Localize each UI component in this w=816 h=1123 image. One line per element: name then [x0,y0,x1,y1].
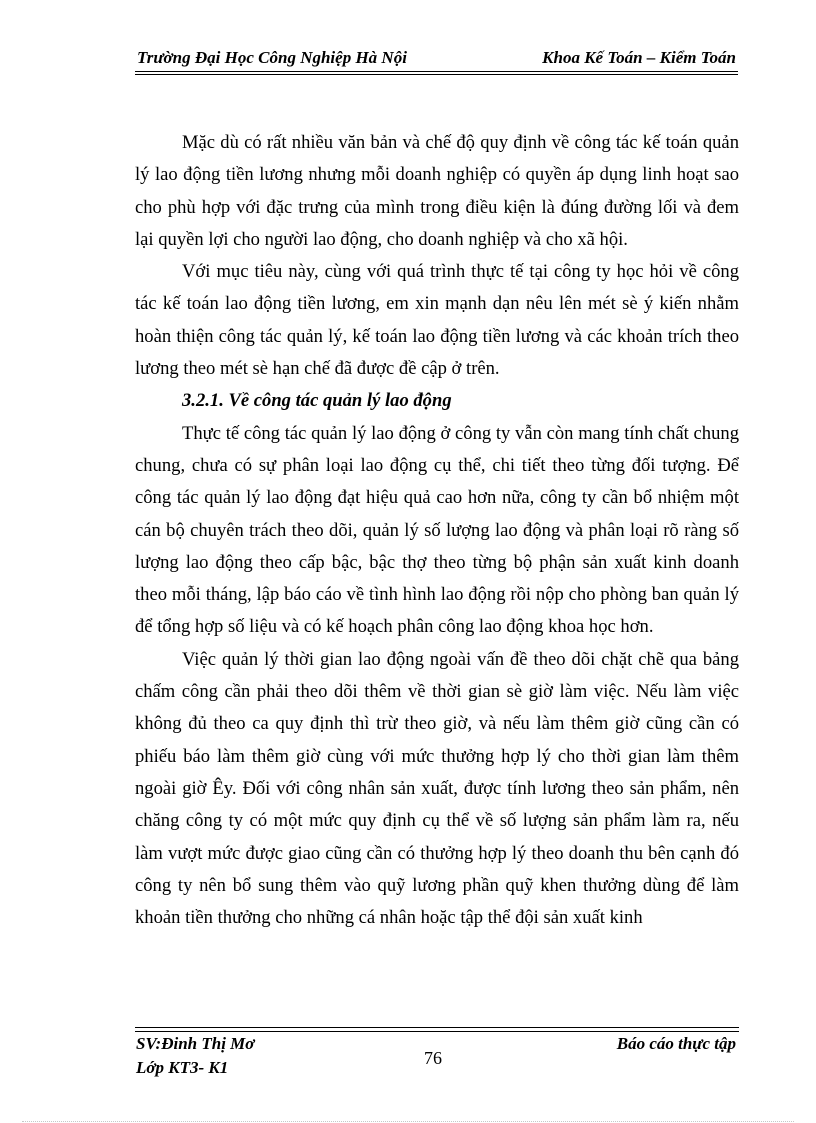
university-name: Trường Đại Học Công Nghiệp Hà Nội [137,48,407,67]
page-header [135,46,738,72]
section-heading: 3.2.1. Về công tác quản lý lao động [182,390,452,412]
footer-divider [135,1027,739,1028]
page-number: 76 [424,1048,442,1068]
header-divider-thin [135,74,738,75]
faculty-name: Khoa Kế Toán – Kiểm Toán [542,48,736,67]
student-class: Lớp KT3- K1 [136,1058,229,1077]
paragraph-2: Với mục tiêu này, cùng với quá trình thực tế tại công ty học hỏi về công tác kế toán lao động tiền lương, em xin mạnh dạn nêu lên mét sè ý kiến nhằm hoàn thiện công tác quản lý, kế toán lao động tiền lương và các khoản trích theo lương theo mét sè hạn chế đã được đề cập ở trên. [135,261,739,380]
page-bottom-border [22,1121,794,1122]
report-label: Báo cáo thực tập [616,1034,736,1053]
header-divider [135,71,738,72]
paragraph-3: Thực tế công tác quản lý lao động ở công ty vẫn còn mang tính chất chung chung, chưa có sự phân loại lao động cụ thể, chi tiết theo từng đối tượng. Để công tác quản lý lao động đạt hiệu quả cao hơn nữa, công ty cần bổ nhiệm một cán bộ chuyên trách theo dõi, quản lý số lượng lao động và phân loại rõ ràng số lượng lao động theo cấp bậc, bậc thợ theo từng bộ phận sản xuất kinh doanh theo mỗi tháng, lập báo cáo về tình hình lao động rồi nộp cho phòng ban quản lý để tổng hợp số liệu và có kế hoạch phân công lao động khoa học hơn. [135,422,739,638]
student-name: SV:Đinh Thị Mơ [136,1034,255,1053]
document-body [135,127,739,934]
paragraph-1: Mặc dù có rất nhiều văn bản và chế độ quy định về công tác kế toán quản lý lao động tiền lương nhưng mỗi doanh nghiệp có quyền áp dụng linh hoạt sao cho phù hợp với đặc trưng của mình trong điều kiện là đúng đường lối và đem lại quyền lợi cho người lao động, cho doanh nghiệp và cho xã hội. [135,132,739,250]
paragraph-4: Việc quản lý thời gian lao động ngoài vấn đề theo dõi chặt chẽ qua bảng chấm công cần phải theo dõi thêm về thời gian sè giờ làm việc. Nếu làm việc không đủ theo ca quy định thì trừ theo giờ, và nếu làm thêm giờ cũng cần có phiếu báo làm thêm giờ cùng với mức thưởng hợp lý cho thời gian làm thêm ngoài giờ Êy. Đối với công nhân sản xuất, được tính lương theo sản phẩm, nên chăng công ty có một mức quy định cụ thể về số lượng sản phẩm làm ra, nếu làm vượt mức được giao cũng cần có thưởng hợp lý theo doanh thu bên cạnh đó công ty nên bổ sung thêm vào quỹ lương phần quỹ khen thưởng dùng để làm khoản tiền thưởng cho những cá nhân hoặc tập thể đội sản xuất kinh [135,648,739,929]
